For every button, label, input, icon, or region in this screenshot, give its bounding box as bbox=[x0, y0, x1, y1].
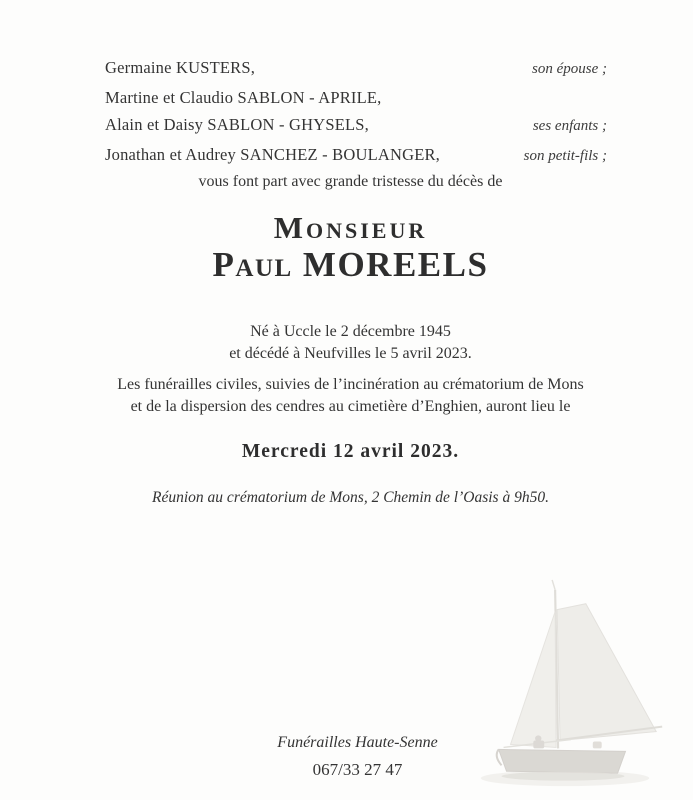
funeral-line-1: Les funérailles civiles, suivies de l’incinération au crématorium de Mons bbox=[117, 376, 584, 393]
reunion-line: Réunion au crématorium de Mons, 2 Chemin de l’Oasis à 9h50. bbox=[152, 489, 549, 506]
deceased-title: Monsieur bbox=[273, 210, 428, 245]
relative-name: Alain et Daisy SABLON - GHYSELS, bbox=[105, 115, 369, 134]
funeral-home-name: Funérailles Haute-Senne bbox=[277, 734, 438, 751]
relatives-list bbox=[105, 54, 607, 170]
relation-label: ses enfants ; bbox=[532, 118, 607, 134]
intro-line: vous font part avec grande tristesse du décès de bbox=[198, 173, 503, 190]
relation-label: son petit-fils ; bbox=[523, 147, 607, 164]
funeral-date: Mercredi 12 avril 2023. bbox=[241, 441, 460, 462]
life-dates bbox=[8, 321, 693, 364]
birth-line: Né à Uccle le 2 décembre 1945 bbox=[250, 323, 451, 340]
relative-row bbox=[105, 54, 607, 84]
relative-row bbox=[105, 141, 607, 171]
relative-row bbox=[105, 84, 607, 112]
relation-label: son épouse ; bbox=[532, 61, 607, 77]
relative-name: Jonathan et Audrey SANCHEZ - BOULANGER, bbox=[105, 144, 441, 164]
funeral-info bbox=[8, 374, 693, 417]
relative-name: Germaine KUSTERS, bbox=[105, 58, 256, 77]
funeral-home-phone: 067/33 27 47 bbox=[312, 760, 403, 779]
relative-name: Martine et Claudio SABLON - APRILE, bbox=[105, 87, 382, 107]
funeral-line-2: et de la dispersion des cendres au cimetière d’Enghien, auront lieu le bbox=[130, 397, 571, 415]
relative-row bbox=[105, 111, 607, 141]
death-line: et décédé à Neufvilles le 5 avril 2023. bbox=[229, 344, 472, 362]
deceased-name: Paul MOREELS bbox=[212, 245, 489, 284]
